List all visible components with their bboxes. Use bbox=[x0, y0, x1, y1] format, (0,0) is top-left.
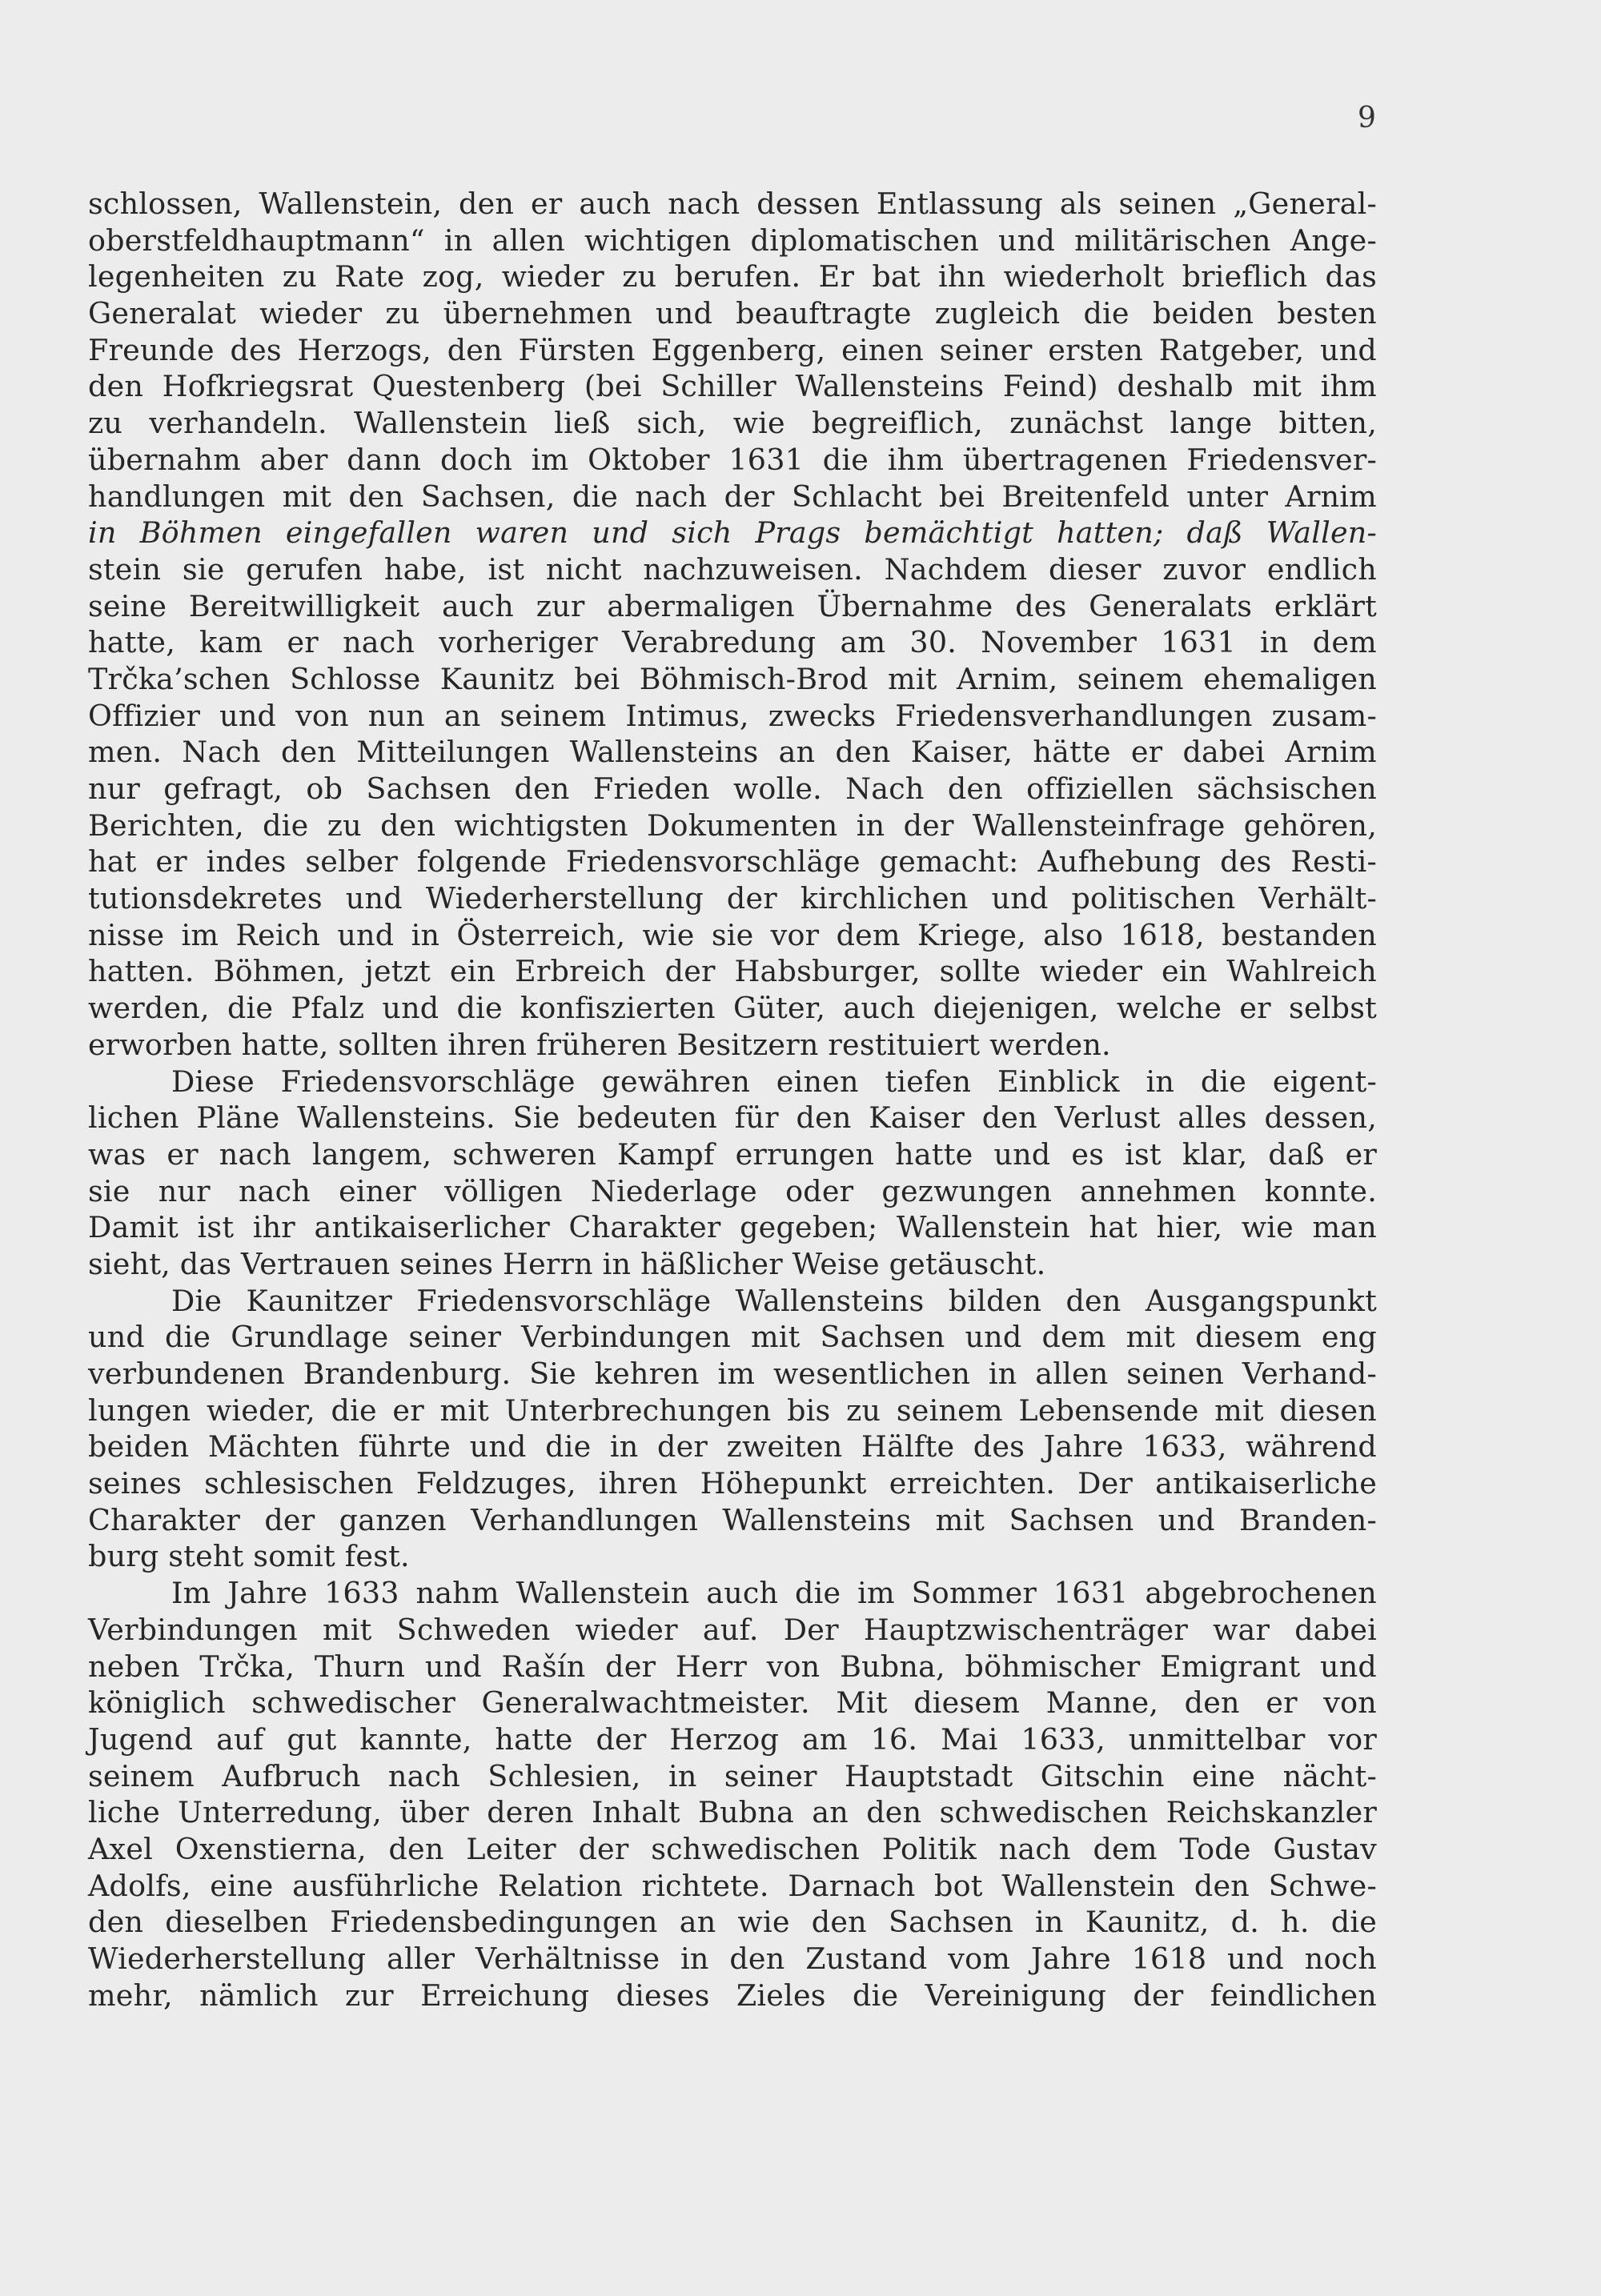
text-line: men. Nach den Mitteilungen Wallensteins an den Kaiser, hätte er dabei Arnim bbox=[88, 735, 1377, 770]
text-line: nisse im Reich und in Österreich, wie sie vor dem Kriege, also 1618, bestanden bbox=[88, 917, 1377, 952]
text-line: Damit ist ihr antikaiserlicher Charakter gegeben; Wallenstein hat hier, wie man bbox=[88, 1210, 1377, 1245]
text-line: mehr, nämlich zur Erreichung dieses Zieles die Vereinigung der feindlichen bbox=[88, 1977, 1377, 2013]
text-line: den Hofkriegsrat Questenberg (bei Schiller Wallensteins Feind) deshalb mit ihm bbox=[88, 369, 1377, 404]
text-line: Jugend auf gut kannte, hatte der Herzog am 16. Mai 1633, unmittelbar vor bbox=[88, 1721, 1377, 1757]
text-line: liche Unterredung, über deren Inhalt Bubna an den schwedischen Reichskanzler bbox=[88, 1795, 1377, 1830]
text-line: werden, die Pfalz und die konfiszierten Güter, auch diejenigen, welche er selbst bbox=[88, 991, 1377, 1026]
text-line: seinem Aufbruch nach Schlesien, in seiner Hauptstadt Gitschin eine nächt- bbox=[88, 1758, 1377, 1793]
page-number: 9 bbox=[1358, 102, 1376, 134]
text-line: schlossen, Wallenstein, den er auch nach dessen Entlassung als seinen „General- bbox=[88, 186, 1377, 221]
text-line: seines schlesischen Feldzuges, ihren Höhepunkt erreichten. Der antikaiserliche bbox=[88, 1466, 1377, 1501]
text-line: erworben hatte, sollten ihren früheren Besitzern restituiert werden. bbox=[88, 1027, 1111, 1062]
text-line: lichen Pläne Wallensteins. Sie bedeuten für den Kaiser den Verlust alles dessen, bbox=[88, 1100, 1377, 1136]
text-line: zu verhandeln. Wallenstein ließ sich, wie begreiflich, zunächst lange bitten, bbox=[88, 406, 1377, 441]
text-line: Axel Oxenstierna, den Leiter der schwedischen Politik nach dem Tode Gustav bbox=[88, 1831, 1377, 1866]
text-line: sie nur nach einer völligen Niederlage oder gezwungen annehmen konnte. bbox=[88, 1173, 1377, 1208]
text-line: was er nach langem, schweren Kampf errungen hatte und es ist klar, daß er bbox=[88, 1136, 1377, 1172]
text-line: Wiederherstellung aller Verhältnisse in den Zustand vom Jahre 1618 und noch bbox=[88, 1941, 1377, 1976]
text-line: Trčka’schen Schlosse Kaunitz bei Böhmisch-Brod mit Arnim, seinem ehemaligen bbox=[88, 661, 1377, 696]
text-line: Generalat wieder zu übernehmen und beauftragte zugleich die beiden besten bbox=[88, 296, 1377, 331]
text-line: königlich schwedischer Generalwachtmeister. Mit diesem Manne, den er von bbox=[88, 1685, 1377, 1721]
text-line: in Böhmen eingefallen waren und sich Prags bemächtigt hatten; daß Wallen- bbox=[88, 515, 1377, 551]
body-text bbox=[88, 186, 1377, 2014]
text-line: Freunde des Herzogs, den Fürsten Eggenberg, einen seiner ersten Ratgeber, und bbox=[88, 332, 1377, 367]
text-line: Adolfs, eine ausführliche Relation richtete. Darnach bot Wallenstein den Schwe- bbox=[88, 1868, 1377, 1903]
text-line: Die Kaunitzer Friedensvorschläge Wallensteins bilden den Ausgangspunkt bbox=[171, 1283, 1377, 1318]
text-line: burg steht somit fest. bbox=[88, 1539, 410, 1574]
text-line: den dieselben Friedensbedingungen an wie den Sachsen in Kaunitz, d. h. die bbox=[88, 1905, 1377, 1940]
text-line: legenheiten zu Rate zog, wieder zu berufen. Er bat ihn wiederholt brieflich das bbox=[88, 259, 1377, 295]
text-line: Im Jahre 1633 nahm Wallenstein auch die im Sommer 1631 abgebrochenen bbox=[171, 1576, 1377, 1611]
text-line: hatte, kam er nach vorheriger Verabredung am 30. November 1631 in dem bbox=[88, 625, 1377, 660]
text-line: sieht, das Vertrauen seines Herrn in häßlicher Weise getäuscht. bbox=[88, 1246, 1046, 1281]
text-line: oberstfeldhauptmann“ in allen wichtigen diplomatischen und militärischen Ange- bbox=[88, 222, 1377, 258]
text-line: verbundenen Brandenburg. Sie kehren im wesentlichen in allen seinen Verhand- bbox=[88, 1356, 1377, 1391]
text-line: Charakter der ganzen Verhandlungen Wallensteins mit Sachsen und Branden- bbox=[88, 1502, 1377, 1537]
text-line: hatten. Böhmen, jetzt ein Erbreich der Habsburger, sollte wieder ein Wahlreich bbox=[88, 954, 1377, 989]
text-line: hat er indes selber folgende Friedensvorschläge gemacht: Aufhebung des Resti- bbox=[88, 844, 1377, 880]
text-line: tutionsdekretes und Wiederherstellung der kirchlichen und politischen Verhält- bbox=[88, 881, 1377, 916]
text-line: handlungen mit den Sachsen, die nach der Schlacht bei Breitenfeld unter Arnim bbox=[88, 479, 1377, 514]
text-line: Berichten, die zu den wichtigsten Dokumenten in der Wallensteinfrage gehören, bbox=[88, 807, 1377, 843]
text-line: seine Bereitwilligkeit auch zur abermaligen Übernahme des Generalats erklärt bbox=[88, 588, 1377, 623]
text-line: Verbindungen mit Schweden wieder auf. Der Hauptzwischenträger war dabei bbox=[88, 1612, 1377, 1647]
text-line: lungen wieder, die er mit Unterbrechungen bis zu seinem Lebensende mit diesen bbox=[88, 1392, 1377, 1428]
text-line: übernahm aber dann doch im Oktober 1631 die ihm übertragenen Friedensver- bbox=[88, 442, 1377, 477]
text-line: stein sie gerufen habe, ist nicht nachzuweisen. Nachdem dieser zuvor endlich bbox=[88, 551, 1377, 587]
text-line: und die Grundlage seiner Verbindungen mit Sachsen und dem mit diesem eng bbox=[88, 1320, 1377, 1355]
text-line: beiden Mächten führte und die in der zweiten Hälfte des Jahre 1633, während bbox=[88, 1429, 1377, 1465]
text-line: Offizier und von nun an seinem Intimus, zwecks Friedensverhandlungen zusam- bbox=[88, 698, 1377, 733]
text-line: nur gefragt, ob Sachsen den Frieden wolle. Nach den offiziellen sächsischen bbox=[88, 771, 1377, 806]
text-line: Diese Friedensvorschläge gewähren einen tiefen Einblick in die eigent- bbox=[171, 1064, 1377, 1099]
text-line: neben Trčka, Thurn und Rašín der Herr von Bubna, böhmischer Emigrant und bbox=[88, 1649, 1377, 1684]
